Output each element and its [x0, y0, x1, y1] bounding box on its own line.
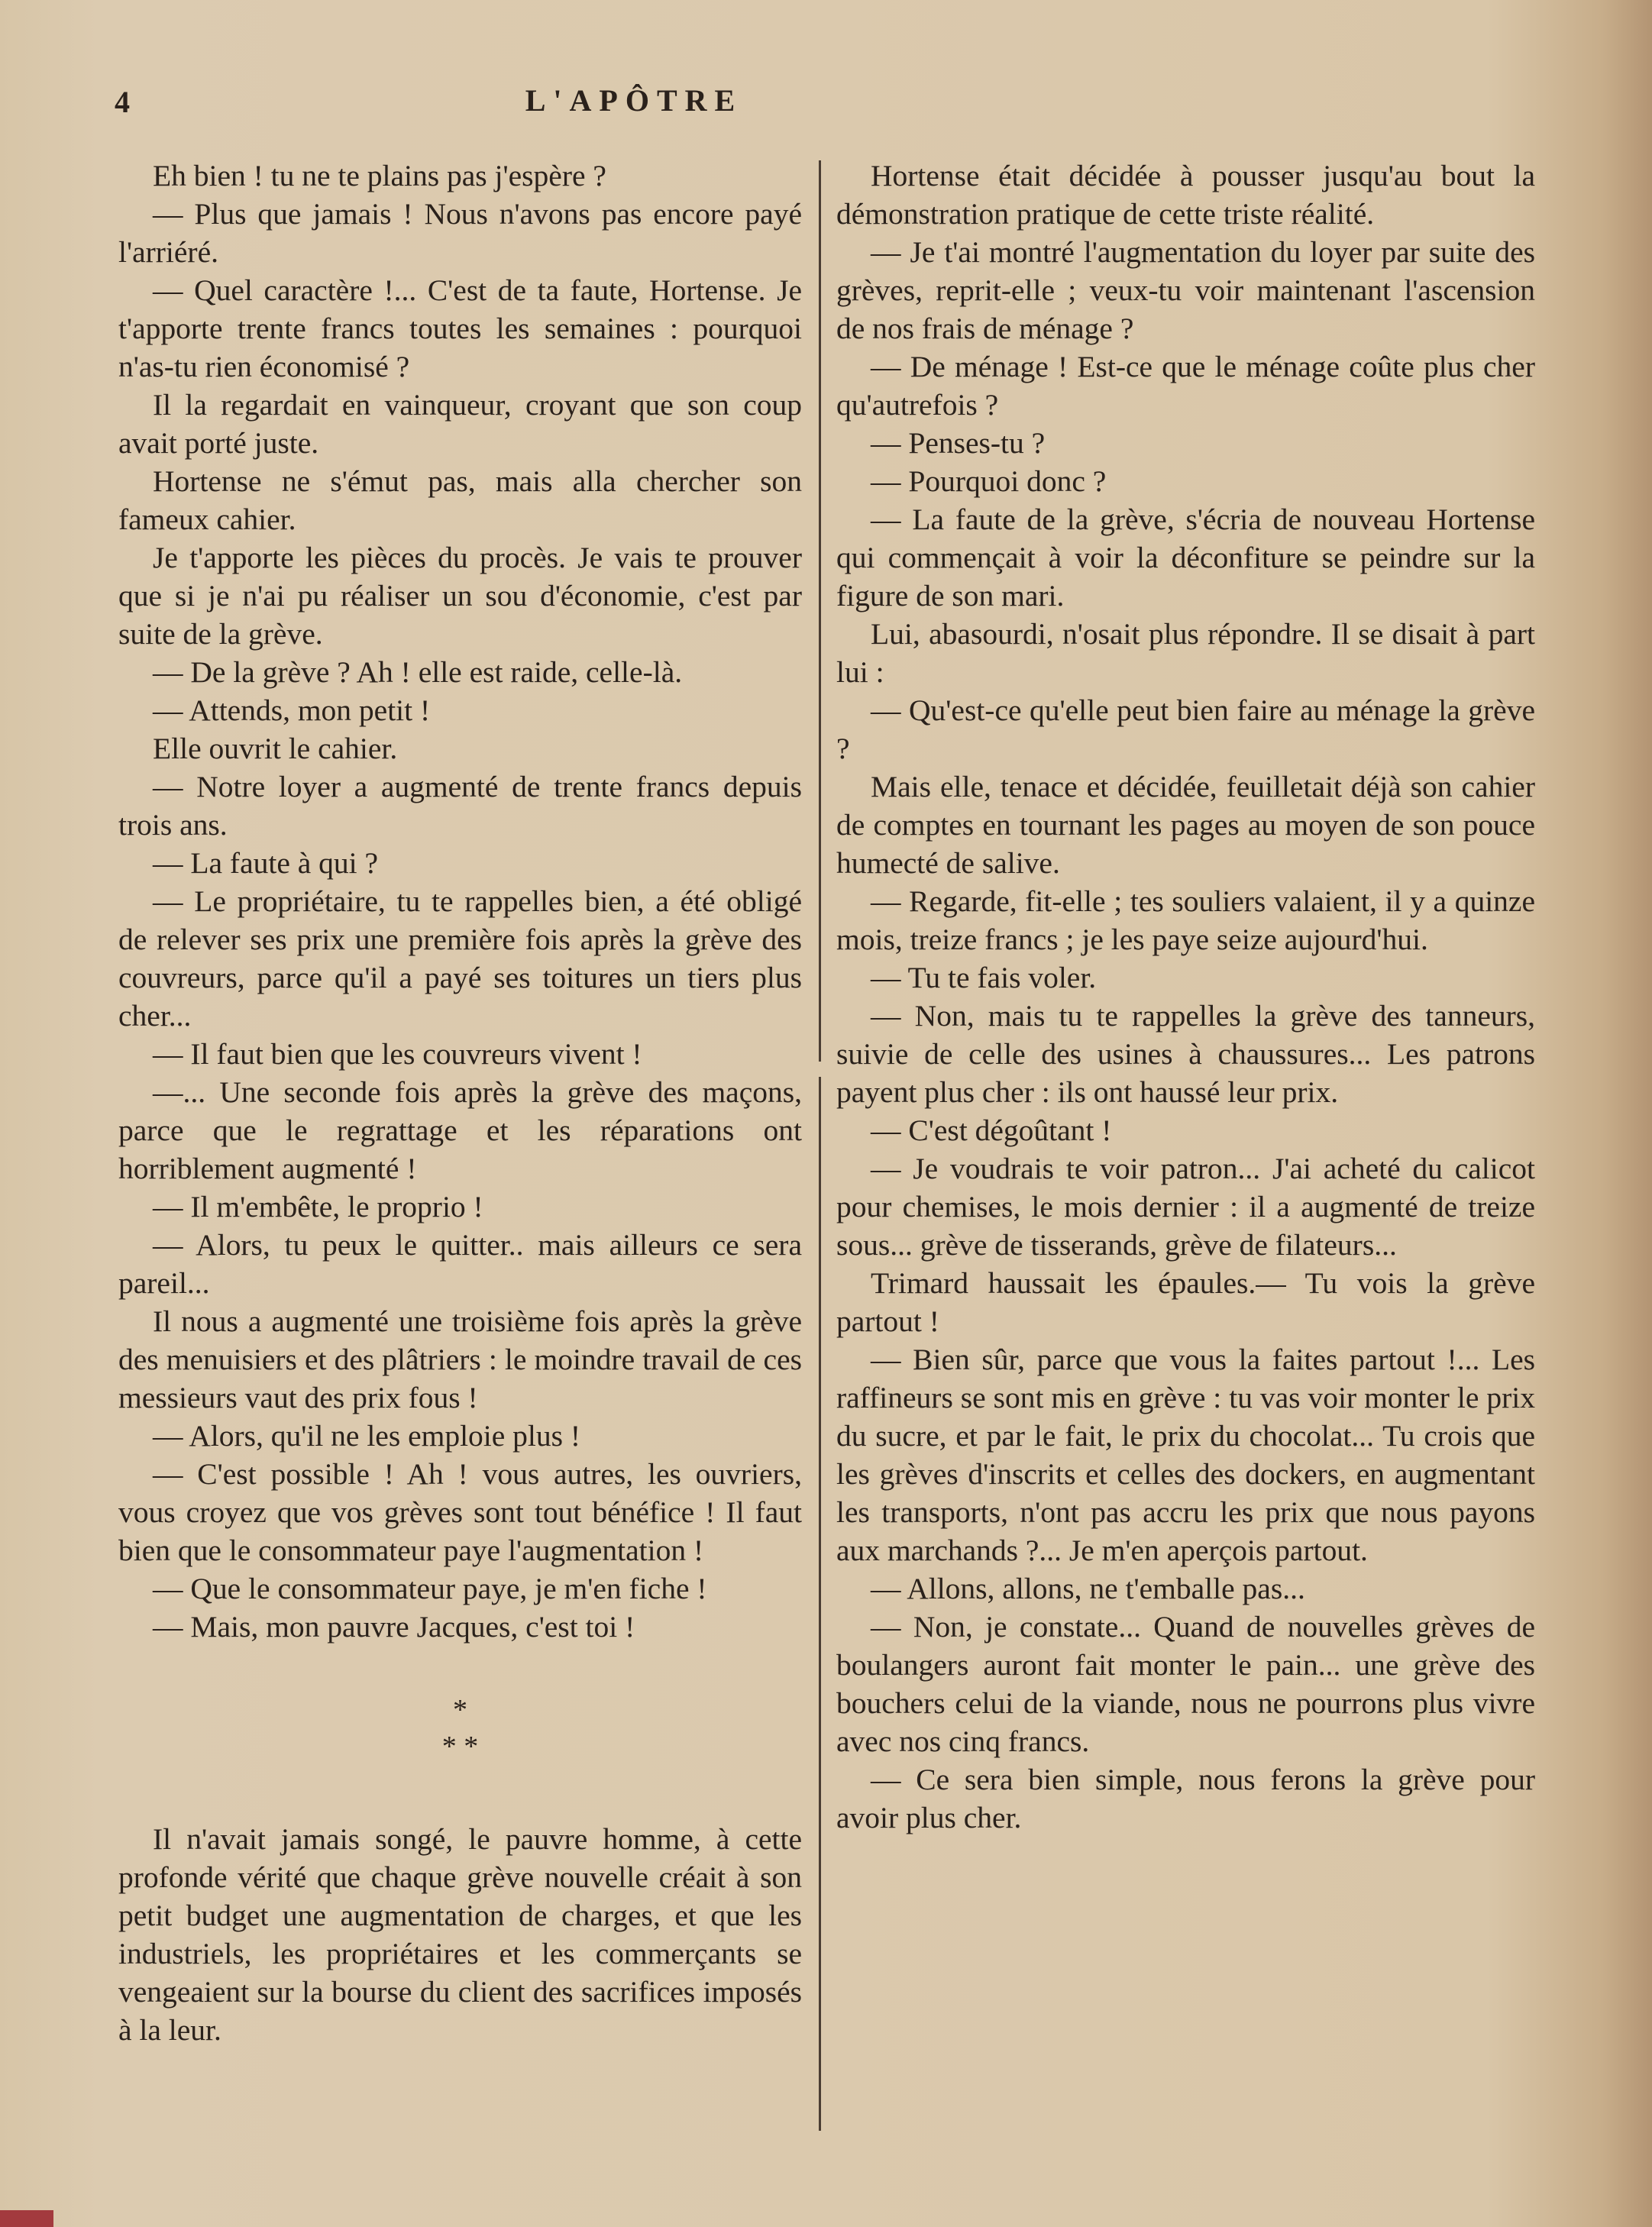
- paragraph: — Non, je constate... Quand de nouvelles grèves de boulangers auront fait monter le pain... une grève des bouchers celui de la viande, nous ne pourrons plus vivre avec nos cinq francs.: [836, 1610, 1535, 1758]
- paragraph: — De ménage ! Est-ce que le ménage coûte plus cher qu'autrefois ?: [836, 350, 1535, 422]
- paragraph: — La faute de la grève, s'écria de nouveau Hortense qui commençait à voir la déconfiture se peindre sur la figure de son mari.: [836, 503, 1535, 613]
- page-number: 4: [115, 85, 130, 119]
- paragraph: — Que le consommateur paye, je m'en fiche !: [153, 1572, 707, 1605]
- paragraph: — Ce sera bien simple, nous ferons la grève pour avoir plus cher.: [836, 1763, 1535, 1834]
- asterisk-pair: * *: [441, 1731, 479, 1763]
- paragraph: — C'est possible ! Ah ! vous autres, les ouvriers, vous croyez que vos grèves sont tout bénéfice ! Il faut bien que le consommateur paye l'augmentation !: [118, 1457, 802, 1567]
- paragraph: Trimard haussait les épaules.— Tu vois la grève partout !: [836, 1266, 1535, 1338]
- binding-edge: [0, 2210, 53, 2227]
- right-column: [836, 157, 1535, 1837]
- running-title: L'APÔTRE: [525, 83, 743, 118]
- paragraph: — Pourquoi donc ?: [871, 464, 1107, 498]
- paragraph: — Quel caractère !... C'est de ta faute, Hortense. Je t'apporte trente francs toutes les semaines : pourquoi n'as-tu rien économisé ?: [118, 273, 802, 383]
- paragraph: — La faute à qui ?: [153, 846, 379, 880]
- paragraph: — Alors, tu peux le quitter.. mais ailleurs ce sera pareil...: [118, 1228, 802, 1300]
- column-divider: [819, 1077, 821, 2131]
- paragraph: — Tu te fais voler.: [871, 961, 1097, 994]
- paragraph: Eh bien ! tu ne te plains pas j'espère ?: [153, 159, 606, 192]
- paragraph: — Plus que jamais ! Nous n'avons pas encore payé l'arriéré.: [118, 197, 802, 269]
- paragraph: Je t'apporte les pièces du procès. Je vais te prouver que si je n'ai pu réaliser un sou d'économie, c'est par suite de la grève.: [118, 541, 802, 651]
- paragraph: — Regarde, fit-elle ; tes souliers valaient, il y a quinze mois, treize francs ; je les paye seize aujourd'hui.: [836, 884, 1535, 956]
- paragraph: Elle ouvrit le cahier.: [153, 732, 398, 765]
- section-separator: [118, 1692, 802, 1765]
- paragraph: — Alors, qu'il ne les emploie plus !: [153, 1419, 581, 1453]
- paragraph: — Qu'est-ce qu'elle peut bien faire au ménage la grève ?: [836, 693, 1535, 765]
- paragraph: — C'est dégoûtant !: [871, 1114, 1112, 1147]
- paragraph: Il nous a augmenté une troisième fois après la grève des menuisiers et des plâtriers : le moindre travail de ces messieurs vaut des prix fous !: [118, 1304, 802, 1414]
- column-divider: [819, 160, 821, 1062]
- paragraph: — Allons, allons, ne t'emballe pas...: [871, 1572, 1305, 1605]
- paragraph: — Attends, mon petit !: [153, 693, 431, 727]
- paragraph: — Je t'ai montré l'augmentation du loyer par suite des grèves, reprit-elle ; veux-tu voir maintenant l'ascension de nos frais de ménage ?: [836, 235, 1535, 345]
- paragraph: — De la grève ? Ah ! elle est raide, celle-là.: [153, 655, 683, 689]
- paragraph: — Il faut bien que les couvreurs vivent !: [153, 1037, 642, 1071]
- paragraph: Il la regardait en vainqueur, croyant que son coup avait porté juste.: [118, 388, 802, 460]
- paragraph: Hortense ne s'émut pas, mais alla chercher son fameux cahier.: [118, 464, 802, 536]
- asterisk-top: *: [453, 1694, 467, 1726]
- paragraph: — Bien sûr, parce que vous la faites partout !... Les raffineurs se sont mis en grève : tu vas voir monter le prix du sucre, et par le fait, le prix du chocolat... Tu crois que les grèves d'inscrits et celles des dockers, en augmentant les transports, n'ont pas accru les prix que nous payons aux marchands ?... Je m'en aperçois partout.: [836, 1343, 1535, 1567]
- paragraph: Mais elle, tenace et décidée, feuilletait déjà son cahier de comptes en tournant les pages au moyen de son pouce humecté de salive.: [836, 770, 1535, 880]
- paragraph: — Il m'embête, le proprio !: [153, 1190, 483, 1223]
- paragraph: — Le propriétaire, tu te rappelles bien, a été obligé de relever ses prix une première fois après la grève des couvreurs, parce qu'il a payé ses toitures un tiers plus cher...: [118, 884, 802, 1033]
- page-header: [115, 76, 1489, 122]
- paragraph: — Mais, mon pauvre Jacques, c'est toi !: [153, 1610, 635, 1644]
- paragraph: Lui, abasourdi, n'osait plus répondre. Il se disait à part lui :: [836, 617, 1535, 689]
- paragraph: — Je voudrais te voir patron... J'ai acheté du calicot pour chemises, le mois dernier : il a augmenté de treize sous... grève de tisserands, grève de filateurs...: [836, 1152, 1535, 1262]
- paragraph: — Penses-tu ?: [871, 426, 1046, 460]
- paragraph: — Non, mais tu te rappelles la grève des tanneurs, suivie de celle des usines à chaussures... Les patrons payent plus cher : ils ont haussé leur prix.: [836, 999, 1535, 1109]
- left-column: [118, 157, 802, 2049]
- paragraph: —... Une seconde fois après la grève des maçons, parce que le regrattage et les réparations ont horriblement augmenté !: [118, 1075, 802, 1185]
- paragraph: Il n'avait jamais songé, le pauvre homme, à cette profonde vérité que chaque grève nouvelle créait à son petit budget une augmentation de charges, et que les industriels, les propriétaires et les commerçants se vengeaient sur la bourse du client des sacrifices imposés à la leur.: [118, 1822, 802, 2047]
- paragraph: Hortense était décidée à pousser jusqu'au bout la démonstration pratique de cette triste réalité.: [836, 159, 1535, 231]
- paragraph: — Notre loyer a augmenté de trente francs depuis trois ans.: [118, 770, 802, 842]
